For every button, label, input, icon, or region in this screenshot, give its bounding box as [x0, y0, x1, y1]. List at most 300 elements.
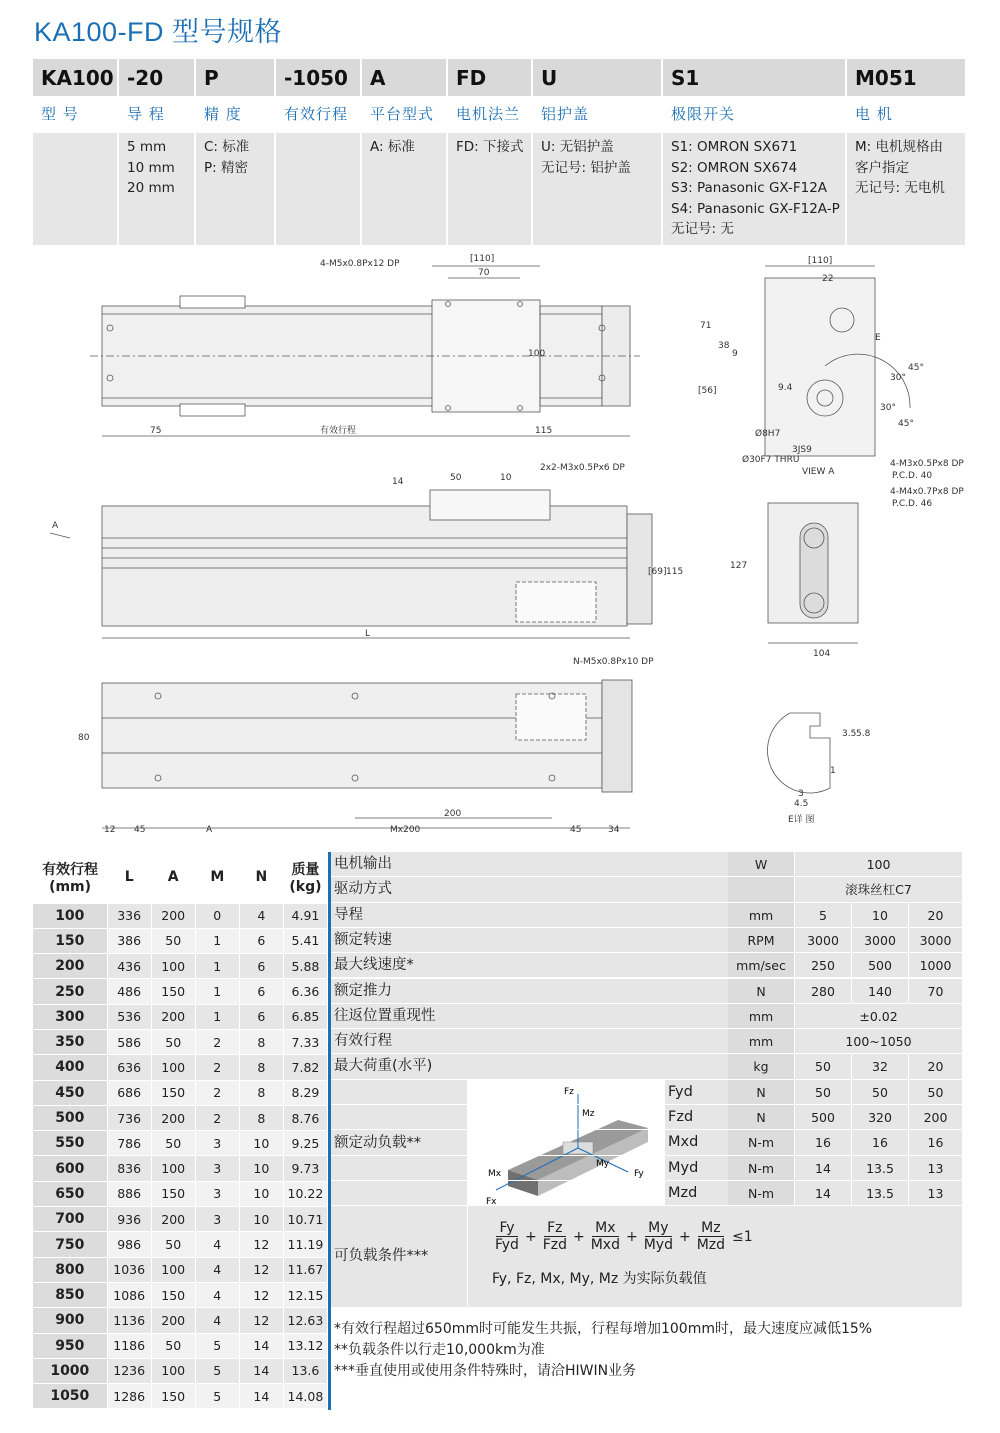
spec-name: 最大荷重(水平)	[331, 1054, 728, 1078]
stroke-cell: 750	[33, 1232, 107, 1257]
table-cell: 686	[107, 1080, 151, 1105]
table-cell: 200	[151, 903, 195, 928]
table-cell: 200	[151, 1308, 195, 1333]
code-column	[663, 59, 845, 245]
load-condition-label: 可负载条件***	[331, 1206, 467, 1307]
col-mass	[283, 852, 327, 903]
table-cell: 1	[195, 1004, 239, 1029]
table-cell: 10	[239, 1156, 283, 1181]
fraction	[492, 1220, 522, 1253]
dim-label: 9	[732, 349, 738, 359]
spec-value: 13	[908, 1181, 962, 1205]
table-cell: 4	[195, 1282, 239, 1307]
stroke-cell: 300	[33, 1004, 107, 1029]
code-value: FD	[456, 66, 487, 90]
fraction	[588, 1220, 623, 1253]
dim-label: 14	[392, 477, 404, 487]
table-row	[33, 1358, 328, 1383]
code-label: 电机法兰	[456, 105, 521, 123]
table-row	[33, 954, 328, 979]
spec-name: Fyd	[665, 1080, 728, 1104]
table-cell: 3	[195, 1156, 239, 1181]
axis-label: Mx	[488, 1168, 502, 1179]
table-cell: 3	[195, 1131, 239, 1156]
code-option: S4: Panasonic GX-F12A-P	[671, 200, 840, 217]
col-n: N	[239, 852, 283, 903]
code-option: S1: OMRON SX671	[671, 139, 798, 155]
spec-row	[331, 979, 962, 1004]
page-title: KA100-FD 型号规格	[34, 17, 283, 47]
code-column	[448, 59, 531, 245]
dim-label: 127	[730, 561, 748, 571]
stroke-cell: 100	[33, 903, 107, 928]
header-label: (mm)	[49, 879, 92, 896]
axis-label: My	[596, 1158, 610, 1169]
table-cell: 7.33	[283, 1029, 327, 1054]
table-cell: 4	[195, 1257, 239, 1282]
dim-label: 30°	[880, 403, 896, 413]
code-cell	[196, 59, 274, 96]
code-cell	[663, 59, 845, 96]
dim-label: 38	[718, 341, 730, 351]
footnote: *有效行程超过650mm时可能发生共振，行程每增加100mm时，最大速度应减低15%	[334, 1321, 873, 1337]
spec-row	[331, 1054, 962, 1079]
code-label: 型 号	[41, 105, 79, 123]
code-option: 20 mm	[127, 180, 175, 196]
code-option: 无记号: 铝护盖	[541, 159, 631, 176]
spec-name: 额定推力	[331, 979, 728, 1003]
table-cell: 100	[151, 1156, 195, 1181]
table-cell: 1136	[107, 1308, 151, 1333]
table-cell: 10	[239, 1207, 283, 1232]
code-value: M051	[855, 66, 917, 90]
spec-value: 13.5	[851, 1181, 908, 1205]
code-options	[33, 133, 117, 245]
table-cell: 936	[107, 1207, 151, 1232]
axis-label: Fx	[486, 1196, 497, 1206]
code-label: 电 机	[855, 105, 893, 123]
spec-value: 250	[794, 953, 851, 977]
table-cell: 11.19	[283, 1232, 327, 1257]
table-cell: 486	[107, 979, 151, 1004]
dim-label: 3JS9	[792, 445, 812, 455]
code-cell	[362, 59, 446, 96]
table-cell: 1036	[107, 1257, 151, 1282]
table-cell: 10.71	[283, 1207, 327, 1232]
table-cell: 736	[107, 1105, 151, 1130]
spec-row	[331, 903, 962, 928]
footnote: **负载条件以行走10,000km为准	[334, 1342, 545, 1358]
table-cell: 150	[151, 1282, 195, 1307]
table-cell: 1186	[107, 1333, 151, 1358]
spec-value: 32	[851, 1054, 908, 1078]
spec-name: Mxd	[665, 1130, 728, 1154]
fraction	[694, 1220, 728, 1253]
spec-value: 320	[851, 1105, 908, 1129]
spec-value: ±0.02	[794, 1004, 962, 1028]
table-cell: 50	[151, 1333, 195, 1358]
dim-label: 3.5	[842, 729, 857, 739]
table-cell: 150	[151, 1384, 195, 1409]
spec-row	[331, 877, 962, 902]
dim-label: 有效行程	[320, 426, 357, 436]
spec-name: 往返位置重现性	[331, 1004, 728, 1028]
table-cell: 12	[239, 1308, 283, 1333]
header-label: 质量	[291, 862, 320, 879]
table-cell: 8	[239, 1105, 283, 1130]
table-cell: 12	[239, 1257, 283, 1282]
table-cell: 436	[107, 954, 151, 979]
code-column	[33, 59, 117, 245]
code-option: U: 无铝护盖	[541, 139, 614, 155]
spec-value: 16	[851, 1130, 908, 1154]
table-cell: 536	[107, 1004, 151, 1029]
table-cell: 2	[195, 1055, 239, 1080]
dim-label: 45°	[908, 363, 924, 373]
table-cell: 5	[195, 1384, 239, 1409]
code-value: -1050	[284, 66, 348, 90]
table-cell: 14	[239, 1358, 283, 1383]
spec-value: 13.5	[851, 1156, 908, 1180]
dim-label: A	[52, 521, 59, 531]
table-cell: 200	[151, 1105, 195, 1130]
spec-value: 20	[908, 1054, 962, 1078]
spec-value: 50	[794, 1080, 851, 1104]
dim-label: P.C.D. 46	[892, 499, 933, 509]
dim-label: 12	[104, 825, 116, 835]
spec-table	[331, 852, 962, 1312]
spec-value: 3000	[908, 928, 962, 952]
table-row	[33, 903, 328, 928]
stroke-cell: 950	[33, 1333, 107, 1358]
spec-value: 10	[851, 903, 908, 927]
table-cell: 150	[151, 1181, 195, 1206]
table-cell: 12.15	[283, 1282, 327, 1307]
table-cell: 4	[195, 1232, 239, 1257]
spec-value: 200	[908, 1105, 962, 1129]
code-column	[196, 59, 274, 245]
dim-label: 4.5	[794, 799, 809, 809]
table-row	[33, 1156, 328, 1181]
dim-label: 4-M3x0.5Px8 DP	[890, 459, 964, 469]
code-option: S2: OMRON SX674	[671, 159, 798, 176]
axis-label: Mz	[582, 1108, 595, 1119]
code-value: U	[541, 66, 558, 90]
dim-label: P.C.D. 40	[892, 471, 933, 481]
dim-label: A	[206, 825, 213, 835]
table-cell: 5	[195, 1333, 239, 1358]
stroke-cell: 250	[33, 979, 107, 1004]
table-row	[33, 1207, 328, 1232]
spec-name: Mzd	[665, 1181, 728, 1205]
code-label: 精 度	[204, 105, 242, 123]
denominator: Mxd	[590, 1237, 620, 1254]
code-column	[276, 59, 360, 245]
code-value: -20	[127, 66, 164, 90]
table-cell: 7.82	[283, 1055, 327, 1080]
table-cell: 0	[195, 903, 239, 928]
table-cell: 150	[151, 979, 195, 1004]
footnote: ***垂直使用或使用条件特殊时，请洽HIWIN业务	[334, 1363, 637, 1379]
stroke-table	[33, 852, 328, 1409]
spec-name: Fzd	[665, 1105, 728, 1129]
stroke-cell: 900	[33, 1308, 107, 1333]
table-cell: 50	[151, 1029, 195, 1054]
fraction	[540, 1220, 570, 1253]
table-cell: 3	[195, 1181, 239, 1206]
code-value: S1	[671, 66, 700, 90]
dim-label: 71	[700, 321, 712, 331]
header-label: 有效行程	[42, 862, 99, 879]
dimension-drawing-svg	[30, 248, 980, 848]
code-option: M: 电机规格由	[855, 139, 943, 155]
table-cell: 8.29	[283, 1080, 327, 1105]
stroke-cell: 1050	[33, 1384, 107, 1409]
spec-value: 14	[794, 1181, 851, 1205]
table-cell: 986	[107, 1232, 151, 1257]
spec-unit: N	[728, 1080, 794, 1104]
numerator: My	[645, 1220, 671, 1237]
dim-label: 45	[134, 825, 146, 835]
table-cell: 8.76	[283, 1105, 327, 1130]
spec-value: 16	[908, 1130, 962, 1154]
stroke-cell: 600	[33, 1156, 107, 1181]
table-cell: 2	[195, 1080, 239, 1105]
spec-row	[331, 1029, 962, 1054]
dim-label: [110]	[470, 254, 495, 264]
spec-row	[331, 1156, 962, 1181]
table-cell: 5.88	[283, 954, 327, 979]
dim-label: 4-M4x0.7Px8 DP	[890, 487, 964, 497]
dim-label: Ø30F7 THRU	[742, 455, 800, 465]
spec-name: 额定转速	[331, 928, 728, 952]
spec-value: 280	[794, 979, 851, 1003]
table-cell: 1086	[107, 1282, 151, 1307]
table-cell: 4	[195, 1308, 239, 1333]
plus-sign: +	[524, 1228, 537, 1245]
spec-unit: mm	[728, 1004, 794, 1028]
code-label: 有效行程	[284, 105, 349, 123]
table-cell: 12	[239, 1282, 283, 1307]
axis-label: Fz	[564, 1086, 574, 1097]
code-option: C: 标准	[204, 139, 250, 155]
table-row	[33, 928, 328, 953]
code-option: A: 标准	[370, 139, 415, 155]
dim-label: 30°	[890, 373, 906, 383]
table-cell: 8	[239, 1029, 283, 1054]
table-cell: 1	[195, 979, 239, 1004]
table-cell: 12	[239, 1232, 283, 1257]
table-cell: 1	[195, 954, 239, 979]
dim-label: 1	[830, 766, 836, 776]
table-row	[33, 1257, 328, 1282]
table-cell: 3	[195, 1207, 239, 1232]
table-cell: 8	[239, 1080, 283, 1105]
stroke-cell: 700	[33, 1207, 107, 1232]
dim-label: 5.8	[856, 729, 871, 739]
spec-value: 5	[794, 903, 851, 927]
col-l: L	[107, 852, 151, 903]
spec-row	[331, 953, 962, 978]
table-row	[33, 1105, 328, 1130]
code-cell	[847, 59, 965, 96]
table-row	[33, 979, 328, 1004]
dim-label: 3	[798, 789, 804, 799]
stroke-cell: 500	[33, 1105, 107, 1130]
spec-value: 20	[908, 903, 962, 927]
table-cell: 9.73	[283, 1156, 327, 1181]
dim-label: 70	[478, 268, 490, 278]
table-cell: 6	[239, 954, 283, 979]
table-row	[33, 1004, 328, 1029]
code-options	[276, 133, 360, 245]
code-label: 极限开关	[671, 105, 736, 123]
table-cell: 9.25	[283, 1131, 327, 1156]
spec-value: 50	[851, 1080, 908, 1104]
dim-label: Ø8H7	[755, 429, 781, 439]
spec-value: 500	[794, 1105, 851, 1129]
table-cell: 6	[239, 979, 283, 1004]
dim-label: 45	[570, 825, 582, 835]
code-value: KA100	[41, 66, 114, 90]
dim-label: 10	[500, 473, 512, 483]
table-cell: 6.36	[283, 979, 327, 1004]
code-option: P: 精密	[204, 159, 248, 176]
table-cell: 50	[151, 928, 195, 953]
spec-unit: mm	[728, 1029, 794, 1053]
code-option: 无记号: 无电机	[855, 180, 945, 196]
stroke-cell: 550	[33, 1131, 107, 1156]
spec-unit: RPM	[728, 928, 794, 952]
table-cell: 386	[107, 928, 151, 953]
table-cell: 14	[239, 1333, 283, 1358]
dim-label: 80	[78, 733, 90, 743]
spec-value: 3000	[851, 928, 908, 952]
dynamic-load-label: 额定动负载**	[331, 1080, 467, 1206]
spec-name: Myd	[665, 1156, 728, 1180]
table-cell: 200	[151, 1207, 195, 1232]
table-cell: 6.85	[283, 1004, 327, 1029]
dim-label: 200	[444, 809, 462, 819]
dim-label: VIEW A	[802, 467, 835, 477]
dim-label: E	[875, 333, 881, 343]
code-column	[119, 59, 194, 245]
table-cell: 4.91	[283, 903, 327, 928]
code-options	[196, 133, 274, 245]
spec-name: 有效行程	[331, 1029, 728, 1053]
header-label: (kg)	[289, 879, 322, 896]
table-cell: 1236	[107, 1358, 151, 1383]
stroke-cell: 350	[33, 1029, 107, 1054]
dim-label: 50	[450, 473, 462, 483]
dim-label: [110]	[808, 256, 833, 266]
table-cell: 4	[239, 903, 283, 928]
code-option: 10 mm	[127, 159, 175, 176]
code-label: 铝护盖	[541, 105, 590, 123]
code-option: FD: 下接式	[456, 139, 524, 155]
table-cell: 10	[239, 1181, 283, 1206]
numerator: Mx	[592, 1220, 618, 1237]
spec-unit: N	[728, 1105, 794, 1129]
dim-label: 75	[150, 426, 162, 436]
spec-name: 驱动方式	[331, 877, 728, 901]
load-formula	[468, 1206, 962, 1307]
table-cell: 11.67	[283, 1257, 327, 1282]
spec-unit: N	[728, 979, 794, 1003]
spec-unit: W	[728, 852, 794, 876]
stroke-cell: 850	[33, 1282, 107, 1307]
dim-label: 115	[666, 567, 684, 577]
table-cell: 13.12	[283, 1333, 327, 1358]
denominator: Myd	[643, 1237, 673, 1254]
code-options	[663, 133, 845, 245]
spec-value: 500	[851, 953, 908, 977]
code-value: P	[204, 66, 219, 90]
spec-row	[331, 852, 962, 877]
code-option: 5 mm	[127, 139, 167, 155]
formula-le: ≤1	[732, 1228, 753, 1245]
dim-label: [56]	[698, 386, 717, 396]
col-stroke	[33, 852, 107, 903]
numerator: Fy	[496, 1220, 517, 1237]
table-row	[33, 1384, 328, 1409]
dim-label: Mx200	[390, 825, 421, 835]
spec-unit: mm/sec	[728, 953, 794, 977]
axis-label: Fy	[634, 1168, 644, 1179]
dim-label: [69]	[648, 567, 667, 577]
spec-name: 导程	[331, 903, 728, 927]
dim-label: 115	[535, 426, 553, 436]
stroke-cell: 800	[33, 1257, 107, 1282]
code-cell	[119, 59, 194, 96]
table-cell: 10	[239, 1131, 283, 1156]
code-label: 导 程	[127, 105, 165, 123]
spec-value: 14	[794, 1156, 851, 1180]
table-cell: 200	[151, 1004, 195, 1029]
spec-value: 3000	[794, 928, 851, 952]
formula-expression	[492, 1220, 753, 1253]
table-row	[33, 1131, 328, 1156]
spec-value: 100~1050	[794, 1029, 962, 1053]
dim-label: 22	[822, 274, 834, 284]
table-row	[33, 1181, 328, 1206]
table-cell: 6	[239, 1004, 283, 1029]
table-cell: 50	[151, 1232, 195, 1257]
spec-row	[331, 928, 962, 953]
code-column	[533, 59, 661, 245]
numerator: Fz	[544, 1220, 565, 1237]
fraction	[641, 1220, 676, 1253]
spec-unit: N-m	[728, 1181, 794, 1205]
table-row	[33, 1055, 328, 1080]
spec-value: 滚珠丝杠C7	[794, 877, 962, 901]
code-option: 客户指定	[855, 159, 909, 176]
spec-name: 最大线速度*	[331, 953, 728, 977]
table-cell: 2	[195, 1105, 239, 1130]
spec-value: 13	[908, 1156, 962, 1180]
table-cell: 50	[151, 1131, 195, 1156]
code-column	[362, 59, 446, 245]
dim-label: 100	[528, 349, 546, 359]
stroke-cell: 400	[33, 1055, 107, 1080]
table-row	[33, 1308, 328, 1333]
table-cell: 2	[195, 1029, 239, 1054]
table-cell: 13.6	[283, 1358, 327, 1383]
dim-label: 4-M5x0.8Px12 DP	[320, 259, 400, 269]
code-option: 无记号: 无	[671, 221, 734, 237]
table-cell: 1286	[107, 1384, 151, 1409]
spec-value: 70	[908, 979, 962, 1003]
